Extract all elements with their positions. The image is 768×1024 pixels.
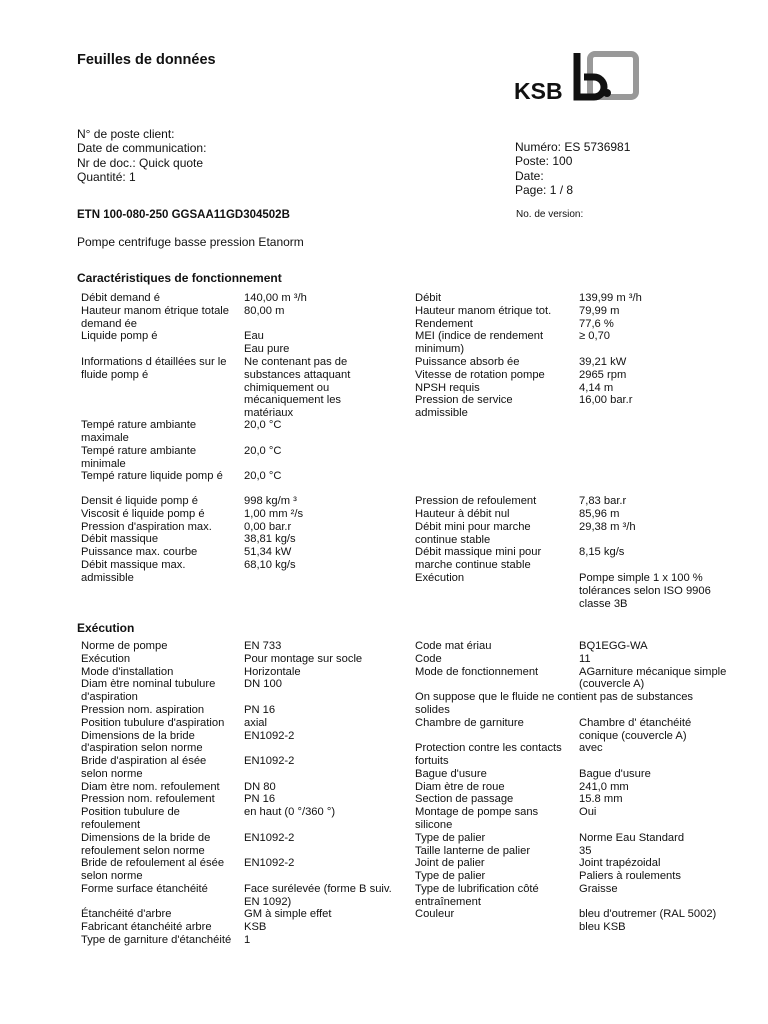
spec-label-line: Rendement [415, 317, 473, 330]
spec-label [81, 330, 158, 343]
spec-value [244, 883, 392, 909]
spec-value [579, 832, 684, 845]
spec-value [579, 305, 619, 318]
spec-value-line: GM à simple effet [244, 908, 332, 920]
spec-label-line: Dimensions de la bride [81, 729, 195, 742]
spec-label-line: Diam ètre de roue [415, 781, 505, 793]
spec-value-line: 39,21 kW [579, 356, 627, 368]
spec-value [244, 653, 362, 666]
spec-value-line: DN 100 [244, 678, 282, 691]
spec-value [579, 717, 691, 743]
spec-label-line: Puissance absorb ée [415, 356, 520, 368]
spec-value-line: 68,10 kg/s [244, 559, 296, 571]
spec-label [81, 921, 212, 934]
spec-label [81, 495, 198, 508]
spec-value [244, 781, 276, 794]
spec-label-line: fortuits [415, 754, 449, 767]
spec-label [415, 330, 543, 356]
spec-value [579, 382, 613, 395]
spec-label-line: Débit mini pour marche [415, 521, 531, 533]
section-title-operating: Caractéristiques de fonctionnement [77, 271, 282, 285]
spec-label-line: Vitesse de rotation pompe [415, 368, 545, 381]
spec-label-line: Mode de fonctionnement [415, 665, 539, 678]
spec-value [244, 934, 250, 947]
spec-label-line: admissible [415, 406, 468, 419]
spec-label [415, 742, 562, 768]
spec-value [244, 908, 331, 921]
spec-label-line: Taille lanterne de palier [415, 845, 531, 857]
spec-value-line: substances attaquant [244, 368, 351, 381]
spec-value [244, 857, 294, 870]
spec-value [579, 781, 629, 794]
spec-label-line: selon norme [81, 767, 143, 780]
spec-label [415, 495, 536, 508]
spec-label-line: Section de passage [415, 793, 514, 805]
spec-label [415, 394, 513, 420]
spec-value-line: chimiquement ou [244, 381, 330, 394]
spec-value [244, 704, 275, 717]
spec-value [244, 419, 281, 432]
spec-value-line: 51,34 kW [244, 546, 292, 558]
spec-label [415, 793, 513, 806]
ksb-logo-text: KSB [514, 78, 563, 102]
spec-label-line: Pression nom. refoulement [81, 793, 215, 805]
spec-label [81, 356, 227, 382]
spec-value-line: Chambre d' étanchéité [579, 716, 692, 729]
spec-value [579, 742, 603, 755]
spec-value-line: 80,00 m [244, 304, 285, 317]
pump-description: Pompe centrifuge basse pression Etanorm [77, 235, 304, 249]
spec-value-line: 8,15 kg/s [579, 546, 625, 558]
spec-label-line: Viscosit é liquide pomp é [81, 508, 205, 520]
spec-value [244, 445, 281, 458]
spec-value-line: 2965 rpm [579, 368, 627, 381]
spec-value-line: Norme Eau Standard [579, 832, 685, 844]
number-field: Numéro: ES 5736981 [515, 140, 631, 154]
spec-value [244, 356, 350, 420]
spec-value [579, 356, 626, 369]
spec-label-line: d'aspiration [81, 691, 138, 704]
page-field: Page: 1 / 8 [515, 183, 574, 198]
spec-value [244, 755, 294, 768]
spec-value-line: mécaniquement les [244, 394, 342, 407]
spec-value [244, 470, 281, 483]
spec-label-line: minimale [81, 457, 126, 470]
customer-item-field: N° de poste client: [77, 127, 175, 141]
spec-value-line: Bague d'usure [579, 768, 651, 780]
spec-label [415, 845, 530, 858]
spec-label-line: refoulement [81, 818, 141, 831]
spec-label-line: Bride d'aspiration al ésée [81, 755, 207, 767]
spec-label-line: Code [415, 652, 442, 665]
header-right [515, 140, 630, 198]
spec-label-line: Tempé rature ambiante [81, 445, 197, 457]
spec-label [415, 832, 485, 845]
spec-value-line: 140,00 m ³/h [244, 292, 307, 304]
spec-value-line: (couvercle A) [579, 678, 645, 691]
spec-label [81, 470, 223, 483]
spec-value-line: 11 [579, 652, 591, 665]
spec-value-line: Horizontale [244, 665, 301, 678]
spec-value-line: Pour montage sur socle [244, 652, 363, 665]
spec-label [81, 521, 212, 534]
spec-value [244, 730, 294, 743]
spec-value-line: EN 1092) [244, 895, 292, 908]
spec-label-line: minimum) [415, 343, 465, 356]
spec-value-line: DN 80 [244, 781, 276, 793]
spec-label [81, 781, 220, 794]
spec-value-line: PN 16 [244, 704, 276, 716]
spec-label [415, 717, 524, 730]
spec-label [415, 305, 551, 318]
spec-label-line: Bride de refoulement al ésée [81, 857, 225, 869]
header-left [77, 127, 206, 185]
section-title-execution: Exécution [77, 621, 135, 635]
spec-label [415, 691, 693, 717]
spec-value [579, 793, 623, 806]
spec-value [244, 640, 281, 653]
spec-label-line: Position tubulure d'aspiration [81, 716, 225, 729]
spec-value-line: EN 733 [244, 640, 282, 652]
spec-label-line: MEI (indice de rendement [415, 330, 544, 343]
spec-label [81, 857, 224, 883]
spec-label-line: Couleur [415, 908, 455, 920]
spec-label-line: Liquide pomp é [81, 330, 158, 343]
spec-value-line: EN1092-2 [244, 729, 295, 742]
spec-value-line: EN1092-2 [244, 755, 295, 767]
spec-label-line: continue stable [415, 533, 491, 546]
spec-value [579, 640, 648, 653]
spec-value-line: 998 kg/m ³ [244, 495, 297, 507]
spec-label-line: Débit demand é [81, 292, 160, 304]
spec-value-line: classe 3B [579, 597, 628, 610]
spec-label-line: Mode d'installation [81, 665, 174, 678]
spec-label-line: admissible [81, 571, 134, 584]
spec-value [244, 292, 307, 305]
spec-value-line: Joint trapézoidal [579, 857, 661, 869]
spec-value-line: 241,0 mm [579, 781, 629, 793]
spec-label-line: Tempé rature liquide pomp é [81, 470, 223, 482]
spec-value [244, 533, 296, 546]
spec-label-line: Exécution [415, 572, 465, 584]
quantity-field: Quantité: 1 [77, 170, 136, 185]
spec-label-line: Norme de pompe [81, 640, 168, 652]
spec-value [579, 546, 624, 559]
spec-value-line: BQ1EGG-WA [579, 640, 648, 652]
spec-value [244, 330, 289, 356]
communication-date-field: Date de communication: [77, 141, 207, 156]
spec-label-line: Pression de refoulement [415, 495, 537, 507]
spec-label-line: Hauteur à débit nul [415, 508, 510, 520]
spec-value-line: Eau [244, 330, 264, 343]
spec-label [81, 832, 210, 858]
spec-value-line: axial [244, 716, 268, 729]
spec-label [415, 572, 464, 585]
spec-label [81, 883, 208, 896]
spec-label [415, 870, 485, 883]
spec-value-line: 15.8 mm [579, 793, 623, 805]
spec-label [81, 934, 231, 947]
spec-value-line: en haut (0 °/360 °) [244, 806, 336, 818]
spec-value [244, 559, 296, 572]
spec-label-line: Diam ètre nom. refoulement [81, 781, 220, 793]
spec-label-line: Type de garniture d'étanchéité [81, 934, 232, 946]
spec-label [415, 521, 531, 547]
spec-label-line: Puissance max. courbe [81, 546, 198, 558]
spec-label-line: Code mat ériau [415, 640, 492, 652]
spec-value-line: Pompe simple 1 x 100 % [579, 572, 703, 584]
spec-value-line: Paliers à roulements [579, 870, 681, 882]
spec-value [244, 666, 301, 679]
ksb-logo [514, 50, 640, 102]
spec-label [81, 666, 173, 679]
spec-label [415, 508, 510, 521]
spec-label-line: marche continue stable [415, 558, 531, 571]
spec-value [244, 546, 291, 559]
spec-value-line: 139,99 m ³/h [579, 292, 642, 304]
spec-label [81, 730, 203, 756]
spec-value-line: AGarniture mécanique simple [579, 665, 727, 678]
spec-value [579, 572, 711, 610]
spec-label [415, 356, 519, 369]
spec-value [579, 318, 614, 331]
spec-label-line: Hauteur manom étrique tot. [415, 304, 552, 317]
model-code: ETN 100-080-250 GGSAA11GD304502B [77, 209, 290, 221]
spec-label [81, 717, 224, 730]
spec-label [81, 704, 204, 717]
spec-label [81, 445, 196, 471]
spec-label-line: Forme surface étanchéité [81, 883, 208, 895]
spec-label-line: Pression de service [415, 394, 513, 406]
spec-value [244, 717, 267, 730]
spec-label-line: selon norme [81, 869, 143, 882]
spec-value [579, 857, 660, 870]
spec-label-line: Protection contre les contacts [415, 742, 562, 754]
spec-value [244, 495, 297, 508]
spec-label-line: solides [415, 703, 450, 716]
spec-value [579, 666, 726, 692]
spec-value [579, 394, 633, 407]
spec-label [81, 653, 130, 666]
spec-value-line: 79,99 m [579, 304, 620, 317]
spec-label-line: Hauteur manom étrique totale [81, 304, 230, 317]
spec-label [415, 781, 505, 794]
spec-value-line: 0,00 bar.r [244, 521, 292, 533]
spec-value-line: bleu KSB [579, 920, 626, 933]
spec-value [579, 292, 642, 305]
spec-value-line: EN1092-2 [244, 857, 295, 869]
spec-value-line: 20,0 °C [244, 470, 282, 482]
spec-value [579, 845, 591, 858]
spec-label-line: demand ée [81, 317, 137, 330]
spec-value [579, 768, 651, 781]
spec-value [579, 521, 636, 534]
spec-value-line: 1,00 mm ²/s [244, 508, 304, 520]
spec-value-line: 4,14 m [579, 381, 614, 394]
document-title: Feuilles de données [77, 52, 216, 68]
spec-label-line: Pression d'aspiration max. [81, 521, 212, 533]
spec-value [244, 921, 266, 934]
spec-value [244, 832, 294, 845]
spec-value-line: PN 16 [244, 793, 276, 805]
spec-label-line: Chambre de garniture [415, 716, 524, 729]
spec-value-line: EN1092-2 [244, 832, 295, 844]
spec-label-line: Diam ètre nominal tubulure [81, 678, 216, 691]
spec-label [81, 908, 171, 921]
spec-label-line: d'aspiration selon norme [81, 742, 203, 755]
spec-value-line: 20,0 °C [244, 445, 282, 457]
spec-value-line: avec [579, 742, 603, 754]
spec-label-line: Type de palier [415, 870, 486, 882]
spec-label-line: Débit massique max. [81, 559, 186, 571]
spec-label [415, 806, 538, 832]
spec-value [579, 870, 681, 883]
spec-label [81, 559, 185, 585]
spec-label-line: Montage de pompe sans [415, 806, 539, 818]
spec-label [81, 640, 167, 653]
spec-label-line: Type de palier [415, 832, 486, 844]
spec-value [244, 305, 284, 318]
spec-label-line: refoulement selon norme [81, 844, 205, 857]
spec-label [415, 318, 473, 331]
spec-label [81, 419, 196, 445]
spec-value-line: 38,81 kg/s [244, 533, 296, 545]
spec-value [244, 793, 275, 806]
spec-label [415, 666, 538, 679]
spec-value [579, 330, 610, 343]
spec-value-line: Ne contenant pas de [244, 356, 348, 368]
item-field: Poste: 100 [515, 154, 573, 169]
spec-value [579, 495, 626, 508]
spec-value [579, 908, 716, 934]
spec-value [244, 678, 282, 691]
spec-label [415, 382, 480, 395]
date-field: Date: [515, 168, 544, 183]
spec-label-line: Joint de palier [415, 857, 485, 869]
spec-value-line: 29,38 m ³/h [579, 521, 636, 533]
spec-value-line: tolérances selon ISO 9906 [579, 584, 711, 597]
spec-label-line: Type de lubrification côté [415, 883, 539, 895]
spec-value [579, 806, 596, 819]
spec-value [579, 508, 619, 521]
spec-label [81, 546, 197, 559]
spec-label [415, 546, 541, 572]
spec-value [579, 653, 591, 666]
spec-label-line: Étanchéité d'arbre [81, 908, 172, 920]
spec-label [415, 640, 492, 653]
spec-label-line: On suppose que le fluide ne contient pas de substances [415, 691, 694, 704]
spec-label [81, 755, 206, 781]
spec-value-line: conique (couvercle A) [579, 729, 687, 742]
spec-value-line: bleu d'outremer (RAL 5002) [579, 908, 717, 920]
spec-value-line: ≥ 0,70 [579, 330, 611, 343]
spec-value-line: 77,6 % [579, 317, 614, 330]
spec-label [81, 305, 229, 331]
spec-label [415, 857, 485, 870]
spec-label [81, 292, 160, 305]
spec-label-line: Bague d'usure [415, 768, 487, 780]
spec-value-line: 1 [244, 934, 251, 946]
spec-label-line: maximale [81, 431, 129, 444]
spec-label [81, 533, 158, 546]
spec-value-line: Face surélevée (forme B suiv. [244, 883, 392, 895]
spec-label [415, 292, 441, 305]
spec-value-line: 85,96 m [579, 508, 620, 520]
version-label: No. de version: [516, 209, 584, 220]
spec-label-line: Débit massique [81, 533, 159, 545]
spec-label [415, 369, 545, 382]
spec-value-line: Graisse [579, 883, 618, 895]
spec-label-line: Informations d étaillées sur le [81, 356, 227, 368]
spec-value-line: Oui [579, 806, 597, 818]
spec-label-line: silicone [415, 818, 453, 831]
spec-label [415, 768, 487, 781]
spec-value-line: 7,83 bar.r [579, 495, 627, 507]
spec-value-line: 20,0 °C [244, 419, 282, 431]
spec-value [244, 521, 291, 534]
spec-value-line: Eau pure [244, 343, 290, 356]
spec-value-line: KSB [244, 921, 267, 933]
spec-value [244, 508, 303, 521]
spec-value-line: 35 [579, 845, 592, 857]
spec-label-line: Exécution [81, 652, 131, 665]
spec-value-line: matériaux [244, 407, 294, 420]
doc-number-field: Nr de doc.: Quick quote [77, 155, 204, 170]
spec-label-line: Débit massique mini pour [415, 546, 542, 558]
spec-label [81, 508, 205, 521]
spec-label-line: fluide pomp é [81, 368, 149, 381]
spec-value [244, 806, 335, 819]
spec-label-line: Dimensions de la bride de [81, 832, 211, 844]
spec-label [415, 653, 442, 666]
spec-label [81, 806, 180, 832]
spec-value [579, 883, 618, 896]
spec-label-line: Position tubulure de [81, 806, 180, 818]
spec-label [415, 883, 539, 909]
spec-value [579, 369, 626, 382]
spec-label-line: Débit [415, 292, 442, 304]
spec-label [81, 793, 215, 806]
spec-label-line: Fabricant étanchéité arbre [81, 921, 212, 933]
spec-label-line: NPSH requis [415, 381, 480, 394]
spec-label [415, 908, 454, 921]
spec-label-line: Densit é liquide pomp é [81, 495, 198, 507]
spec-label-line: entraînement [415, 895, 481, 908]
spec-label-line: Tempé rature ambiante [81, 419, 197, 431]
spec-value-line: 16,00 bar.r [579, 394, 633, 406]
spec-label-line: Pression nom. aspiration [81, 704, 205, 716]
spec-label [81, 678, 215, 704]
